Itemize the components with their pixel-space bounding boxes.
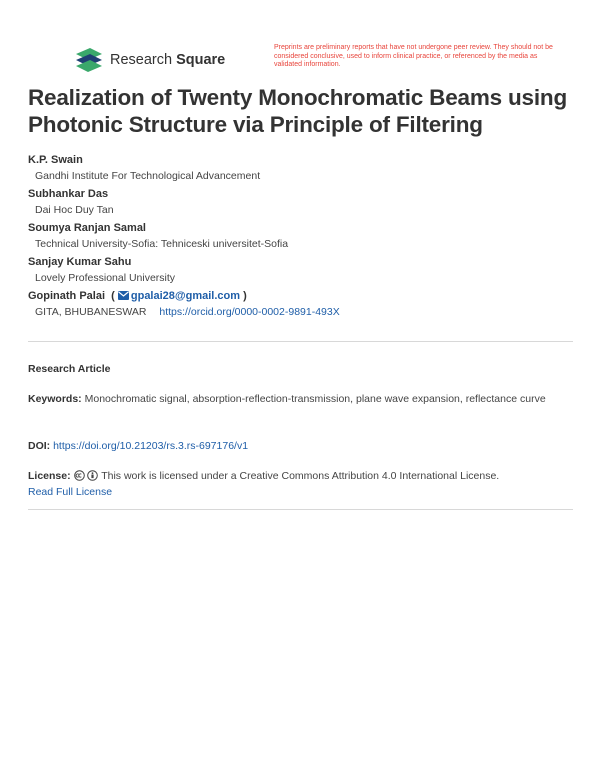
- license-text: This work is licensed under a Creative Commons Attribution 4.0 International License.: [101, 470, 500, 482]
- paper-title: Realization of Twenty Monochromatic Beams using Photonic Structure via Principle of Filtering: [28, 85, 568, 137]
- keywords-section: [28, 391, 573, 407]
- author-entry: [28, 152, 578, 185]
- logo-text: Research Square: [110, 52, 226, 68]
- keywords-label: Keywords:: [28, 393, 82, 405]
- doi-section: [28, 438, 573, 454]
- author-name: Soumya Ranjan Samal: [28, 222, 146, 234]
- keywords-text: Monochromatic signal, absorption-reflection-transmission, plane wave expansion, reflectance curve: [84, 393, 546, 405]
- author-affiliation: Technical University-Sofia: Tehniceski universitet-Sofia: [35, 238, 289, 250]
- attribution-icon: [87, 470, 98, 481]
- corresponding-author-name: Gopinath Palai ( gpalai28@gmail.com ): [28, 290, 247, 302]
- author-entry: [28, 254, 578, 287]
- author-entry: [28, 186, 578, 219]
- article-type: Research Article: [28, 363, 111, 375]
- divider: [28, 341, 573, 342]
- divider: [28, 509, 573, 510]
- creative-commons-icon: [74, 470, 85, 481]
- author-name: Sanjay Kumar Sahu: [28, 256, 132, 268]
- author-entry: [28, 220, 578, 253]
- research-square-logo-icon: [74, 48, 104, 72]
- read-full-license-link[interactable]: Read Full License: [28, 486, 113, 498]
- orcid-link[interactable]: https://orcid.org/0000-0002-9891-493X: [159, 306, 340, 318]
- corresponding-affiliation: GITA, BHUBANESWAR https://orcid.org/0000-0002-9891-493X: [35, 306, 340, 318]
- doi-label: DOI:: [28, 440, 51, 452]
- author-list: [28, 152, 578, 322]
- doi-link[interactable]: https://doi.org/10.21203/rs.3.rs-697176/v1: [53, 440, 249, 452]
- author-affiliation: Lovely Professional University: [35, 272, 176, 284]
- author-name: Subhankar Das: [28, 188, 109, 200]
- header: [74, 44, 580, 80]
- author-affiliation: Gandhi Institute For Technological Advancement: [35, 170, 261, 182]
- license-label: License:: [28, 470, 71, 482]
- author-affiliation: Dai Hoc Duy Tan: [35, 204, 114, 216]
- author-name: K.P. Swain: [28, 154, 83, 166]
- preprint-disclaimer: Preprints are preliminary reports that have not undergone peer review. They should not be considered conclusive, used to inform clinical practice, or referenced by the media as validated information.: [274, 44, 553, 68]
- envelope-icon: [118, 291, 129, 300]
- corresponding-author-entry: [28, 288, 578, 321]
- corresponding-email-link[interactable]: gpalai28@gmail.com: [118, 290, 240, 302]
- research-square-logo[interactable]: [74, 48, 225, 72]
- license-section: [28, 468, 573, 500]
